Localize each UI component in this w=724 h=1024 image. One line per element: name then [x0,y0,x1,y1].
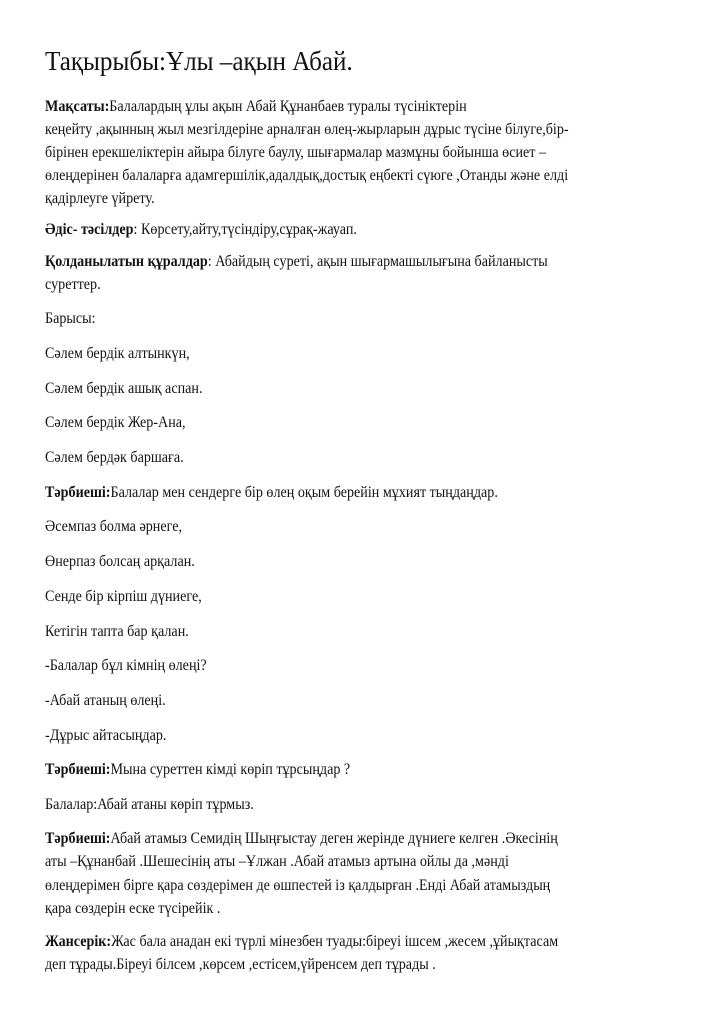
teacher-label: Тәрбиеші: [45,830,111,847]
tools-label: Қолданылатын құралдар [45,253,208,270]
methods-text: : Көрсету,айту,түсіндіру,сұрақ-жауап. [133,221,357,238]
zhanserik-text: Жас бала анадан екі түрлі мінезбен туады:біреуі ішсем ,жесем ,ұйықтасам [111,933,559,950]
purpose-line: қадірлеуге үйрету. [45,190,155,207]
teacher-line: аты –Құнанбай .Шешесінің аты –Ұлжан .Абай атамыз артына ойлы да ,мәнді [45,853,509,870]
lesson-title: Тақырыбы:Ұлы –ақын Абай. [45,46,353,76]
teacher-line: қара сөздерін еске түсірейік . [45,900,221,917]
methods-label: Әдіс- тәсілдер [45,221,134,238]
children-answer: Балалар:Абай атаны көріп тұрмыз. [45,796,254,813]
tools-line [45,252,548,272]
purpose-line: өлеңдерінен балаларға адамгершілік,адалдық,достық еңбекті сүюге ,Отанды және елді [45,167,569,184]
teacher-label: Тәрбиеші: [45,761,111,778]
poem-line: Өнерпаз болсаң арқалан. [45,553,195,570]
purpose-line: бірінен ерекшеліктерін айыра білуге баулу, шығармалар мазмұны бойынша өсиет – [45,144,547,161]
teacher-text: Абай атамыз Семидің Шыңғыстау деген жерінде дүниеге келген .Әкесінің [110,830,558,847]
poem-line: Сенде бір кірпіш дүниеге, [45,588,202,605]
poem-line: Сәлем бердік алтынкүн, [45,345,190,362]
teacher-line: өлеңдерімен бірге қара сөздерімен де өшпестей із қалдырған .Енді Абай атамыздың [45,877,551,894]
methods-paragraph [45,220,357,240]
tools-line: суреттер. [45,276,101,293]
teacher-text: Мына суреттен кімді көріп тұрсыңдар ? [110,761,351,778]
poem-line: Сәлем бердік ашық аспан. [45,380,203,397]
teacher-line [45,829,558,849]
teacher-line [45,483,498,503]
purpose-line [45,97,467,117]
poem-line: Әсемпаз болма әрнеге, [45,518,182,535]
tools-text: : Абайдың суреті, ақын шығармашылығына байланысты [207,253,548,270]
progress-heading: Барысы: [45,310,96,327]
zhanserik-line [45,932,558,952]
zhanserik-label: Жансерік: [45,933,112,950]
purpose-line: кеңейту ,ақынның жыл мезгілдеріне арналған өлең-жырларын дұрыс түсіне білуге,бір- [45,121,569,138]
poem-line: Сәлем бердік Жер-Ана, [45,414,186,431]
teacher-text: Балалар мен сендерге бір өлең оқым берейін мұхият тыңдаңдар. [110,484,498,501]
poem-line: Сәлем бердәк баршаға. [45,449,184,466]
teacher-line [45,760,350,780]
purpose-label: Мақсаты: [45,98,110,115]
dialogue-line: -Абай атаның өлеңі. [45,692,166,709]
purpose-text: Балалардың ұлы ақын Абай Құнанбаев туралы түсініктерін [109,98,467,115]
dialogue-line: -Балалар бұл кімнің өлеңі? [45,657,207,674]
teacher-label: Тәрбиеші: [45,484,111,501]
zhanserik-line: деп тұрады.Біреуі білсем ,көрсем ,естісем,үйренсем деп тұрады . [45,956,436,973]
dialogue-line: -Дұрыс айтасыңдар. [45,727,167,744]
poem-line: Кетігін тапта бар қалан. [45,623,189,640]
